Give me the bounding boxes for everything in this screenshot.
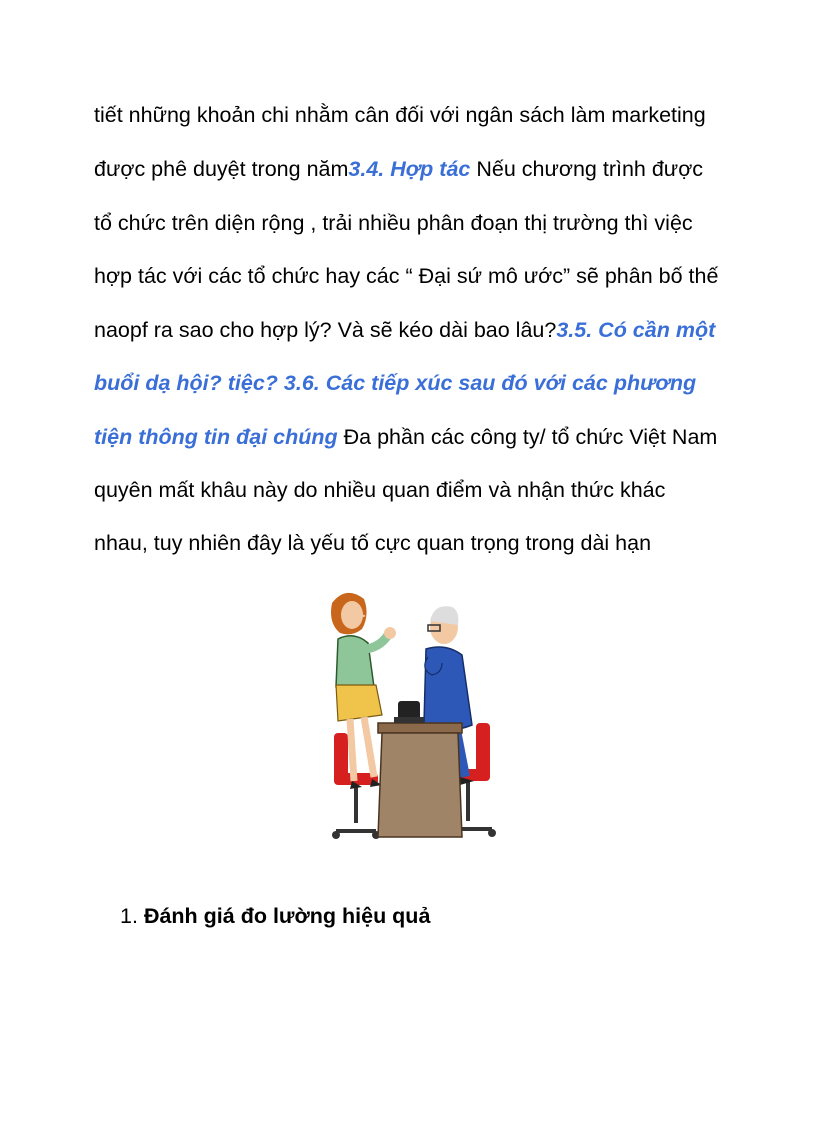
body-text: được phê duyệt trong năm <box>94 157 349 181</box>
numbered-list-item <box>120 903 430 929</box>
body-text: quyên mất khâu này do nhiều quan điểm và nhận thức khác <box>94 478 666 502</box>
paragraph-line <box>94 477 665 503</box>
body-text: naopf ra sao cho hợp lý? Và sẽ kéo dài bao lâu? <box>94 318 557 342</box>
paragraph-line <box>94 102 706 128</box>
body-text: nhau, tuy nhiên đây là yếu tố cực quan trọng trong dài hạn <box>94 531 652 555</box>
body-text: Nếu chương trình được <box>470 157 704 181</box>
list-number: 1. <box>120 904 138 928</box>
meeting-illustration <box>316 583 506 861</box>
body-text: hợp tác với các tổ chức hay các “ Đại sứ mô ước” sẽ phân bố thế <box>94 264 719 288</box>
paragraph-line <box>94 263 718 289</box>
paragraph-line <box>94 156 703 182</box>
body-text: Đa phần các công ty/ tổ chức Việt Nam <box>337 425 718 449</box>
section-heading-continued: tiện thông tin đại chúng <box>94 425 338 449</box>
paragraph-line <box>94 210 693 236</box>
paragraph-line <box>94 424 717 450</box>
paragraph-line <box>94 530 651 556</box>
section-heading-3-5: 3.5. Có cần một <box>556 318 716 342</box>
list-item-heading: Đánh giá đo lường hiệu quả <box>143 904 431 928</box>
body-text: tiết những khoản chi nhằm cân đối với ngân sách làm marketing <box>94 103 706 127</box>
paragraph-line <box>94 370 696 396</box>
paragraph-line <box>94 317 715 343</box>
body-text: tổ chức trên diện rộng , trải nhiều phân đoạn thị trường thì việc <box>94 211 693 235</box>
section-heading-3-4: 3.4. Hợp tác <box>348 157 471 181</box>
section-heading-3-6: buổi dạ hội? tiệc? 3.6. Các tiếp xúc sau đó với các phương <box>94 371 697 395</box>
